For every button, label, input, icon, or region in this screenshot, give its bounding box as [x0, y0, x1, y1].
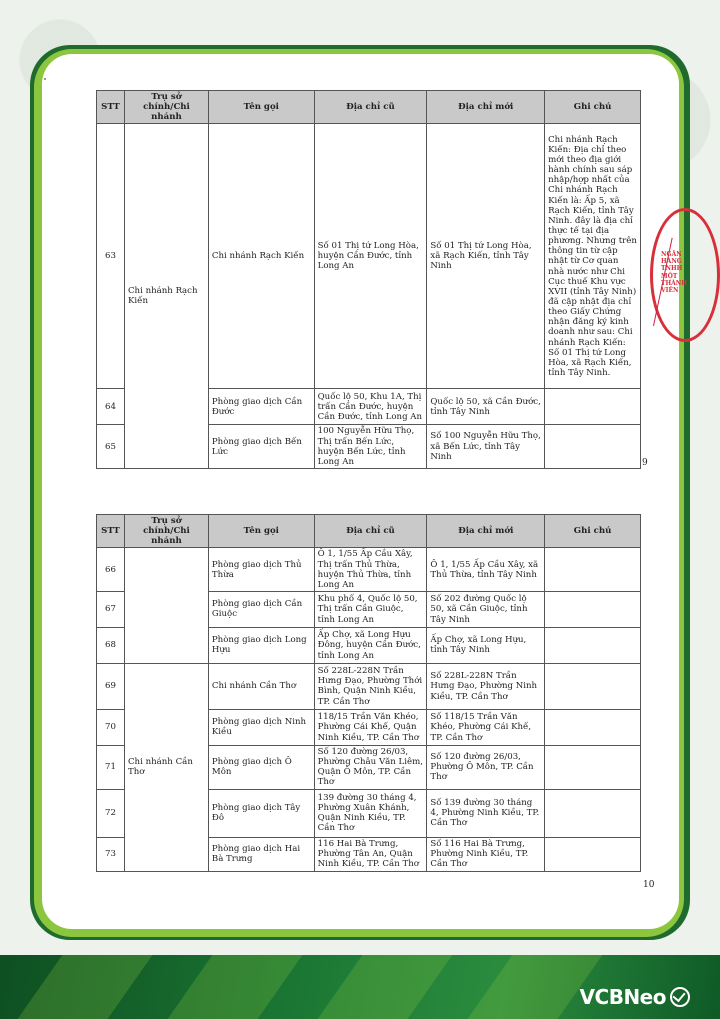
row-old-address: 139 đường 30 tháng 4, Phường Xuân Khánh, Quận Ninh Kiều, TP. Cần Thơ	[314, 789, 427, 837]
row-old-address: Số 228L-228N Trần Hưng Đạo, Phường Thới Bình, Quận Ninh Kiều, TP. Cần Thơ	[314, 663, 427, 709]
header-old-address: Địa chỉ cũ	[314, 515, 427, 548]
table-header-row	[97, 515, 641, 548]
row-note	[545, 709, 641, 745]
header-branch: Trụ sở chính/Chi nhánh	[124, 515, 208, 548]
row-note	[545, 425, 641, 469]
row-name: Phòng giao dịch Cần Giuộc	[208, 591, 314, 627]
row-stt: 73	[97, 837, 125, 871]
row-old-address: Khu phố 4, Quốc lộ 50, Thị trấn Cần Giuộc, tỉnh Long An	[314, 591, 427, 627]
row-note: Chi nhánh Rạch Kiến: Địa chỉ theo mới theo địa giới hành chính sau sáp nhập/hợp nhất của Chi nhánh Rạch Kiến là: Ấp 5, xã Rạch Kiến, tỉnh Tây Ninh. đây là địa chỉ thực tế tại địa phương. Nhưng trên thông tin từ cập nhật từ Cơ quan nhà nước như Chi Cục thuế Khu vực XVII (tỉnh Tây Ninh) đã cập nhật địa chỉ theo Giấy Chứng nhận đăng ký kinh doanh như sau: Chi nhánh Rạch Kiến: Số 01 Thị tứ Long Hòa, xã Rạch Kiến, tỉnh Tây Ninh.	[545, 124, 641, 389]
row-stt: 72	[97, 789, 125, 837]
row-stt: 66	[97, 548, 125, 592]
row-name: Phòng giao dịch Ninh Kiều	[208, 709, 314, 745]
row-name: Chi nhánh Rạch Kiến	[208, 124, 314, 389]
vcbneo-logo	[580, 985, 690, 1009]
header-stt: STT	[97, 91, 125, 124]
header-name: Tên gọi	[208, 91, 314, 124]
row-name: Phòng giao dịch Long Hựu	[208, 627, 314, 663]
row-stt: 64	[97, 389, 125, 425]
row-stt: 67	[97, 591, 125, 627]
row-note	[545, 789, 641, 837]
row-old-address: Số 01 Thị tứ Long Hòa, huyện Cần Đước, tỉnh Long An	[314, 124, 427, 389]
row-name: Phòng giao dịch Ô Môn	[208, 745, 314, 789]
row-old-address: Ấp Chợ, xã Long Hựu Đông, huyện Cần Đước, tỉnh Long An	[314, 627, 427, 663]
row-stt: 68	[97, 627, 125, 663]
row-name: Phòng giao dịch Bến Lức	[208, 425, 314, 469]
row-old-address: Quốc lộ 50, Khu 1A, Thị trấn Cần Đước, huyện Cần Đước, tỉnh Long An	[314, 389, 427, 425]
row-name: Phòng giao dịch Thủ Thừa	[208, 548, 314, 592]
branch-address-table-1	[96, 90, 641, 469]
row-new-address: Số 116 Hai Bà Trưng, Phường Ninh Kiều, TP. Cần Thơ	[427, 837, 545, 871]
footer-stripe	[168, 955, 303, 1019]
row-old-address: Ô 1, 1/55 Ấp Cầu Xây, Thị trấn Thủ Thừa, huyện Thủ Thừa, tỉnh Long An	[314, 548, 427, 592]
row-name: Chi nhánh Cần Thơ	[208, 663, 314, 709]
header-name: Tên gọi	[208, 515, 314, 548]
row-new-address: Số 100 Nguyễn Hữu Thọ, xã Bến Lức, tỉnh Tây Ninh	[427, 425, 545, 469]
row-note	[545, 663, 641, 709]
branch-address-table-2	[96, 514, 641, 872]
logo-text: VCBNeo	[579, 985, 666, 1009]
header-new-address: Địa chỉ mới	[427, 515, 545, 548]
row-name: Phòng giao dịch Hai Bà Trưng	[208, 837, 314, 871]
scan-speck	[44, 78, 46, 80]
company-seal: NGÂN HÀNG TNHH MỘT THÀNH VIÊN	[650, 208, 720, 342]
row-new-address: Ô 1, 1/55 Ấp Cầu Xây, xã Thủ Thừa, tỉnh Tây Ninh	[427, 548, 545, 592]
row-note	[545, 745, 641, 789]
row-name: Phòng giao dịch Tây Đô	[208, 789, 314, 837]
row-new-address: Số 202 đường Quốc lộ 50, xã Cần Giuộc, tỉnh Tây Ninh	[427, 591, 545, 627]
table-row	[97, 124, 641, 389]
row-stt: 69	[97, 663, 125, 709]
row-stt: 65	[97, 425, 125, 469]
row-group: Chi nhánh Rạch Kiến	[124, 124, 208, 469]
row-old-address: Số 120 đường 26/03, Phường Châu Văn Liêm, Quận Ô Môn, TP. Cần Thơ	[314, 745, 427, 789]
header-note: Ghi chú	[545, 91, 641, 124]
checkmark-icon	[670, 987, 690, 1007]
row-note	[545, 389, 641, 425]
header-note: Ghi chú	[545, 515, 641, 548]
header-stt: STT	[97, 515, 125, 548]
row-new-address: Số 139 đường 30 tháng 4, Phường Ninh Kiều, TP. Cần Thơ	[427, 789, 545, 837]
row-old-address: 118/15 Trần Văn Khéo, Phường Cái Khế, Quận Ninh Kiều, TP. Cần Thơ	[314, 709, 427, 745]
page-mark-9: 9	[642, 458, 648, 468]
row-group: Chi nhánh Cần Thơ	[124, 663, 208, 871]
row-new-address: Số 228L-228N Trần Hưng Đạo, Phường Ninh Kiều, TP. Cần Thơ	[427, 663, 545, 709]
header-branch: Trụ sở chính/Chi nhánh	[124, 91, 208, 124]
row-stt: 70	[97, 709, 125, 745]
row-new-address: Số 01 Thị tứ Long Hòa, xã Rạch Kiến, tỉnh Tây Ninh	[427, 124, 545, 389]
header-new-address: Địa chỉ mới	[427, 91, 545, 124]
row-stt: 71	[97, 745, 125, 789]
row-new-address: Ấp Chợ, xã Long Hựu, tỉnh Tây Ninh	[427, 627, 545, 663]
page-number: 10	[643, 880, 655, 890]
row-group-empty	[124, 548, 208, 664]
row-old-address: 116 Hai Bà Trưng, Phường Tân An, Quận Ninh Kiều, TP. Cần Thơ	[314, 837, 427, 871]
row-old-address: 100 Nguyễn Hữu Thọ, Thị trấn Bến Lức, huyện Bến Lức, tỉnh Long An	[314, 425, 427, 469]
table-row	[97, 548, 641, 592]
table-header-row	[97, 91, 641, 124]
row-new-address: Số 118/15 Trần Văn Khéo, Phường Cái Khế, TP. Cần Thơ	[427, 709, 545, 745]
row-note	[545, 627, 641, 663]
row-stt: 63	[97, 124, 125, 389]
row-note	[545, 591, 641, 627]
table-row	[97, 663, 641, 709]
row-name: Phòng giao dịch Cần Đước	[208, 389, 314, 425]
row-note	[545, 548, 641, 592]
row-new-address: Quốc lộ 50, xã Cần Đước, tỉnh Tây Ninh	[427, 389, 545, 425]
footer-stripe	[18, 955, 153, 1019]
row-note	[545, 837, 641, 871]
row-new-address: Số 120 đường 26/03, Phường Ô Môn, TP. Cần Thơ	[427, 745, 545, 789]
header-old-address: Địa chỉ cũ	[314, 91, 427, 124]
footer-stripe	[318, 955, 453, 1019]
